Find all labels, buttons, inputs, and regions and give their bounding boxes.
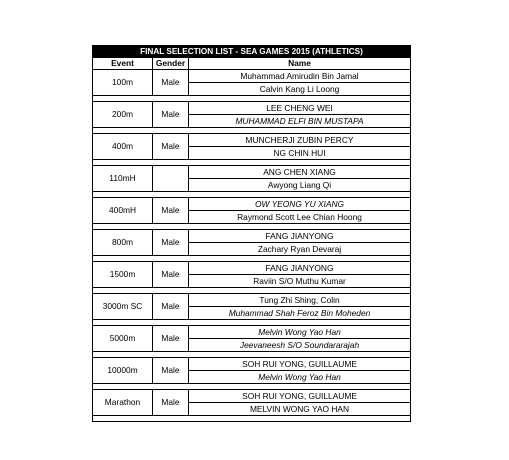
athlete-name-cell: Jeevaneesh S/O Soundararajah: [189, 339, 411, 352]
athlete-name-cell: SOH RUI YONG, GUILLAUME: [189, 390, 411, 403]
table-row: [93, 70, 411, 83]
selection-list-sheet: [92, 45, 410, 422]
athlete-name-cell: MELVIN WONG YAO HAN: [189, 403, 411, 416]
selection-table: [92, 45, 411, 422]
gender-cell: Male: [153, 230, 189, 256]
athlete-name-cell: FANG JIANYONG: [189, 262, 411, 275]
event-cell: 400mH: [93, 198, 153, 224]
athlete-name-cell: Melvin Wong Yao Han: [189, 371, 411, 384]
table-row: [93, 390, 411, 403]
table-row: [93, 358, 411, 371]
gender-cell: Male: [153, 198, 189, 224]
athlete-name-cell: Zachary Ryan Devaraj: [189, 243, 411, 256]
athlete-name-cell: MUHAMMAD ELFI BIN MUSTAPA: [189, 115, 411, 128]
athlete-name-cell: SOH RUI YONG, GUILLAUME: [189, 358, 411, 371]
athlete-name-cell: Awyong Liang Qi: [189, 179, 411, 192]
header-name: Name: [189, 58, 411, 70]
athlete-name-cell: NG CHIN HUI: [189, 147, 411, 160]
column-header-row: [93, 58, 411, 70]
header-event: Event: [93, 58, 153, 70]
event-cell: 1500m: [93, 262, 153, 288]
table-row: [93, 198, 411, 211]
athlete-name-cell: LEE CHENG WEI: [189, 102, 411, 115]
athlete-name-cell: Muhammad Amirudin Bin Jamal: [189, 70, 411, 83]
gender-cell: Male: [153, 390, 189, 416]
athlete-name-cell: Muhammad Shah Feroz Bin Moheden: [189, 307, 411, 320]
event-cell: 3000m SC: [93, 294, 153, 320]
row-spacer: [93, 416, 411, 422]
event-cell: 110mH: [93, 166, 153, 192]
table-row: [93, 326, 411, 339]
athlete-name-cell: ANG CHEN XIANG: [189, 166, 411, 179]
table-row: [93, 294, 411, 307]
athlete-name-cell: Raymond Scott Lee Chian Hoong: [189, 211, 411, 224]
athlete-name-cell: OW YEONG YU XIANG: [189, 198, 411, 211]
event-cell: 100m: [93, 70, 153, 96]
table-title-row: [93, 46, 411, 58]
event-cell: 800m: [93, 230, 153, 256]
gender-cell: Male: [153, 134, 189, 160]
gender-cell: [153, 166, 189, 192]
table-row: [93, 102, 411, 115]
athlete-name-cell: Melvin Wong Yao Han: [189, 326, 411, 339]
spacer-cell: [93, 416, 411, 422]
athlete-name-cell: Tung Zhi Shing, Colin: [189, 294, 411, 307]
gender-cell: Male: [153, 294, 189, 320]
table-row: [93, 166, 411, 179]
header-gender: Gender: [153, 58, 189, 70]
event-cell: 10000m: [93, 358, 153, 384]
gender-cell: Male: [153, 326, 189, 352]
table-row: [93, 230, 411, 243]
athlete-name-cell: Calvin Kang Li Loong: [189, 83, 411, 96]
athlete-name-cell: FANG JIANYONG: [189, 230, 411, 243]
gender-cell: Male: [153, 102, 189, 128]
event-cell: 5000m: [93, 326, 153, 352]
athlete-name-cell: Raviin S/O Muthu Kumar: [189, 275, 411, 288]
table-row: [93, 262, 411, 275]
gender-cell: Male: [153, 70, 189, 96]
table-title: FINAL SELECTION LIST - SEA GAMES 2015 (ATHLETICS): [93, 46, 411, 58]
gender-cell: Male: [153, 262, 189, 288]
athlete-name-cell: MUNCHERJI ZUBIN PERCY: [189, 134, 411, 147]
table-row: [93, 134, 411, 147]
event-cell: Marathon: [93, 390, 153, 416]
table-body: [93, 70, 411, 422]
event-cell: 200m: [93, 102, 153, 128]
gender-cell: Male: [153, 358, 189, 384]
event-cell: 400m: [93, 134, 153, 160]
